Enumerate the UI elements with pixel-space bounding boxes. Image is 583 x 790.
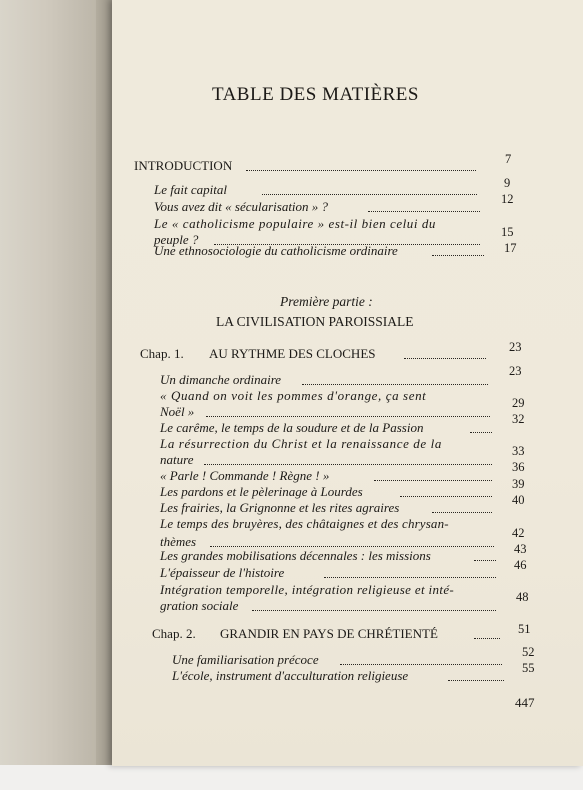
page-number: 39	[512, 477, 525, 491]
page-number: 17	[504, 241, 517, 255]
leader-dots	[474, 560, 496, 561]
page-number: 55	[522, 661, 535, 675]
toc-entry: thèmes	[160, 534, 197, 549]
leader-dots	[432, 255, 484, 256]
toc-entry: Le temps des bruyères, des châtaignes et des chrysan-	[160, 516, 449, 531]
page-number: 48	[516, 590, 529, 604]
toc-entry: peuple ?	[154, 232, 199, 247]
leader-dots	[262, 194, 477, 195]
chapter-title: AU RYTHME DES CLOCHES	[209, 346, 376, 361]
part-label: Première partie :	[280, 294, 373, 309]
toc-entry: Le fait capital	[154, 182, 227, 197]
page-number: 32	[512, 412, 525, 426]
chapter-label: Chap. 1.	[140, 346, 184, 361]
page-folio: 447	[515, 695, 535, 710]
page-number: 29	[512, 396, 525, 410]
toc-entry: Les pardons et le pèlerinage à Lourdes	[160, 484, 363, 499]
leader-dots	[404, 358, 486, 359]
leader-dots	[302, 384, 488, 385]
toc-entry: Une familiarisation précoce	[172, 652, 319, 667]
toc-entry: gration sociale	[160, 598, 239, 613]
leader-dots	[368, 211, 480, 212]
page-number: 23	[509, 340, 522, 354]
leader-dots	[204, 464, 492, 465]
page-number: 52	[522, 645, 535, 659]
leader-dots	[252, 610, 496, 611]
intro-label: INTRODUCTION	[134, 158, 233, 173]
page-number: 46	[514, 558, 527, 572]
toc-entry: L'école, instrument d'acculturation religieuse	[172, 668, 409, 683]
toc-entry: nature	[160, 452, 194, 467]
page-number: 33	[512, 444, 525, 458]
page-number: 36	[512, 460, 525, 474]
leader-dots	[474, 638, 500, 639]
toc-entry: La résurrection du Christ et la renaissance de la	[160, 436, 442, 451]
toc-entry: Noël »	[160, 404, 195, 419]
toc-entry: « Parle ! Commande ! Règne ! »	[160, 468, 330, 483]
leader-dots	[448, 680, 504, 681]
background-strip	[0, 765, 583, 790]
book-page	[112, 0, 583, 766]
toc-entry: Les frairies, la Grignonne et les rites agraires	[160, 500, 400, 515]
chapter-label: Chap. 2.	[152, 626, 196, 641]
leader-dots	[470, 432, 492, 433]
page-number: 9	[504, 176, 511, 190]
page-number: 12	[501, 192, 514, 206]
chapter-title: GRANDIR EN PAYS DE CHRÉTIENTÉ	[220, 626, 438, 641]
page-number: 43	[514, 542, 527, 556]
page-number: 51	[518, 622, 531, 636]
toc-entry: Le carême, le temps de la soudure et de la Passion	[160, 420, 424, 435]
leader-dots	[246, 170, 476, 171]
page-number: 42	[512, 526, 525, 540]
toc-entry: Intégration temporelle, intégration religieuse et inté-	[160, 582, 455, 597]
leader-dots	[374, 480, 492, 481]
toc-entry: L'épaisseur de l'histoire	[160, 565, 285, 580]
toc-entry: Un dimanche ordinaire	[160, 372, 282, 387]
page-number: 7	[505, 152, 512, 166]
toc-entry: Une ethnosociologie du catholicisme ordinaire	[154, 243, 398, 258]
page-number: 40	[512, 493, 525, 507]
leader-dots	[324, 577, 496, 578]
part-title: LA CIVILISATION PAROISSIALE	[216, 314, 414, 329]
toc-entry: « Quand on voit les pommes d'orange, ça sent	[160, 388, 427, 403]
page-number: 23	[509, 364, 522, 378]
toc-entry: Vous avez dit « sécularisation » ?	[154, 199, 329, 214]
toc-entry: Le « catholicisme populaire » est-il bien celui du	[154, 216, 436, 231]
page-title: TABLE DES MATIÈRES	[212, 84, 419, 105]
leader-dots	[400, 496, 492, 497]
page-number: 15	[501, 225, 514, 239]
leader-dots	[340, 664, 502, 665]
leader-dots	[432, 512, 492, 513]
leader-dots	[206, 416, 490, 417]
leader-dots	[210, 546, 494, 547]
toc-entry: Les grandes mobilisations décennales : les missions	[160, 548, 431, 563]
